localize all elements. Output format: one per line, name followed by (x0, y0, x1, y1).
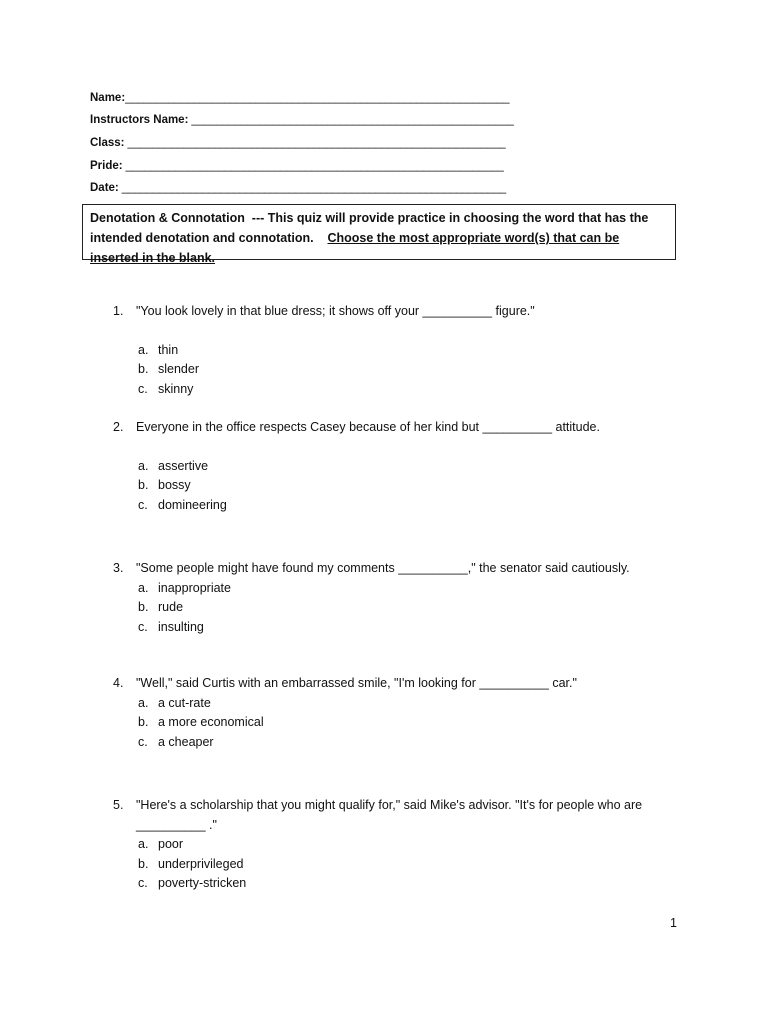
option-text: domineering (158, 497, 227, 512)
option-list (113, 835, 673, 894)
option-text: bossy (158, 478, 191, 492)
option-c (138, 496, 673, 516)
option-letter: c. (138, 876, 148, 890)
name-label: Name: (90, 92, 126, 104)
question-text: Everyone in the office respects Casey because of her kind but __________ attitude. (136, 420, 600, 434)
option-letter: b. (138, 856, 149, 871)
option-text: a cheaper (158, 734, 214, 749)
question-number: 3. (113, 561, 124, 575)
option-letter: c. (138, 619, 148, 634)
option-b (138, 360, 673, 380)
option-a (138, 579, 673, 599)
option-c (138, 380, 673, 400)
option-text: assertive (158, 458, 209, 473)
option-letter: a. (138, 458, 149, 473)
option-letter: b. (138, 362, 149, 376)
option-text: poor (158, 837, 184, 851)
class-label: Class: (90, 137, 125, 149)
instructors-name-blank-line: ____________________________________________________ (188, 114, 514, 126)
option-text: inappropriate (158, 580, 231, 595)
question-text: "You look lovely in that blue dress; it shows off your __________ figure." (136, 304, 535, 318)
option-b (138, 598, 673, 618)
class-field (90, 137, 505, 149)
question-3 (113, 559, 673, 637)
instructors-name-field (90, 114, 514, 126)
instructors-name-label: Instructors Name: (90, 114, 189, 126)
option-c (138, 874, 673, 894)
option-text: insulting (158, 619, 204, 634)
option-letter: c. (138, 381, 148, 396)
option-letter: b. (138, 715, 149, 729)
option-list (113, 341, 673, 400)
option-list (113, 694, 673, 753)
question-5 (113, 796, 673, 894)
instructions-emphasis: Choose the most appropriate word(s) that can be inserted in the blank. (90, 231, 620, 265)
option-letter: b. (138, 600, 149, 614)
option-a (138, 835, 673, 855)
option-text: a cut-rate (158, 695, 211, 710)
option-c (138, 733, 673, 753)
option-list (113, 457, 673, 516)
date-field (90, 182, 506, 194)
option-text: a more economical (158, 715, 264, 729)
option-b (138, 855, 673, 875)
question-2 (113, 418, 673, 515)
question-1 (113, 302, 673, 399)
option-b (138, 476, 673, 496)
question-text: "Well," said Curtis with an embarrassed smile, "I'm looking for __________ car." (136, 676, 577, 690)
option-letter: c. (138, 497, 148, 512)
option-text: skinny (158, 381, 194, 396)
option-letter: a. (138, 580, 149, 595)
question-text: "Some people might have found my comments __________," the senator said cautiously. (136, 561, 630, 575)
name-field (90, 92, 509, 104)
name-blank-line: ______________________________________________________________ (125, 92, 510, 104)
option-text: poverty-stricken (158, 876, 247, 890)
option-list (113, 579, 673, 638)
question-number: 2. (113, 420, 124, 434)
option-letter: b. (138, 478, 149, 492)
question-number: 1. (113, 304, 124, 318)
option-text: slender (158, 362, 199, 376)
option-letter: a. (138, 695, 149, 710)
option-b (138, 713, 673, 733)
question-number: 5. (113, 798, 124, 812)
instructions-title: Denotation & Connotation (90, 211, 245, 225)
pride-label: Pride: (90, 160, 123, 172)
option-a (138, 341, 673, 361)
pride-field (90, 160, 504, 172)
option-letter: c. (138, 734, 148, 749)
question-number: 4. (113, 676, 124, 690)
page-number: 1 (670, 916, 677, 930)
option-text: thin (158, 342, 179, 357)
instructions-text: --- This quiz will provide practice in choosing the word that has the intended denotation and connotation. (90, 211, 652, 245)
question-text: "Here's a scholarship that you might qualify for," said Mike's advisor. "It's for people who are __________ ." (136, 798, 643, 832)
question-4 (113, 674, 673, 752)
class-blank-line: _____________________________________________________________ (124, 137, 506, 149)
option-a (138, 694, 673, 714)
pride-blank-line: _____________________________________________________________ (122, 160, 504, 172)
option-letter: a. (138, 837, 149, 851)
date-label: Date: (90, 182, 119, 194)
date-blank-line: ______________________________________________________________ (118, 182, 506, 194)
option-letter: a. (138, 342, 149, 357)
option-text: rude (158, 600, 184, 614)
option-c (138, 618, 673, 638)
option-text: underprivileged (158, 856, 244, 871)
instructions-box (82, 204, 676, 265)
option-a (138, 457, 673, 477)
